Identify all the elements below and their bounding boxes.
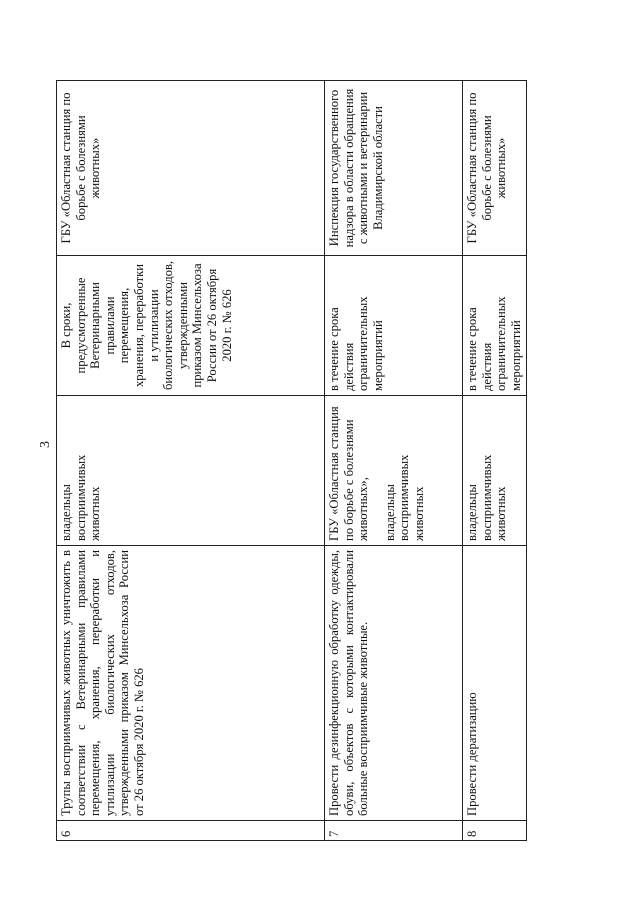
spacer xyxy=(371,400,383,541)
page-number: 3 xyxy=(38,441,53,448)
action-cell: Провести дезинфекционную обработку одежды, обуви, объектов с которыми контактировали больные восприимчивые животные. xyxy=(325,546,463,821)
control-cell: ГБУ «Областная станция по борьбе с болезнями животных» xyxy=(57,81,325,256)
table-row xyxy=(325,81,463,841)
responsible-text: владельцы восприимчивых животных xyxy=(465,454,509,541)
row-number: 7 xyxy=(325,821,463,841)
measures-table xyxy=(56,80,527,841)
action-cell: Провести дератизацию xyxy=(463,546,527,821)
responsible-text: владельцы восприимчивых животных xyxy=(59,454,103,541)
responsible-cell xyxy=(57,396,325,546)
table-row xyxy=(57,81,325,841)
deadline-cell: в течение срока действия ограничительных мероприятий xyxy=(463,256,527,396)
responsible-cell xyxy=(463,396,527,546)
deadline-cell: в течение срока действия ограничительных мероприятий xyxy=(325,256,463,396)
responsible-text: владельцы восприимчивых животных xyxy=(382,454,426,541)
control-cell: Инспекция государственного надзора в области обращения с животными и ветеринарии Владимирской области xyxy=(325,81,463,256)
action-cell: Трупы восприимчивых животных уничтожить в соответствии с Ветеринарными правилами перемещения, хранения, переработки и утилизации биологических отходов, утвержденными приказом Минсельхоза России от 26 октября 2020 г. № 626 xyxy=(57,546,325,821)
control-cell: ГБУ «Областная станция по борьбе с болезнями животных» xyxy=(463,81,527,256)
responsible-cell xyxy=(325,396,463,546)
row-number: 6 xyxy=(57,821,325,841)
responsible-text: ГБУ «Областная станция по борьбе с болезнями животных», xyxy=(327,406,371,541)
table-row xyxy=(463,81,527,841)
deadline-cell: В сроки, предусмотренные Ветеринарными правилами перемещения, хранения, переработки и утилизации биологических отходов, утвержденными приказом Минсельхоза России от 26 октября 2020 г. № 626 xyxy=(57,256,325,396)
row-number: 8 xyxy=(463,821,527,841)
rotated-table-wrapper xyxy=(56,81,526,841)
